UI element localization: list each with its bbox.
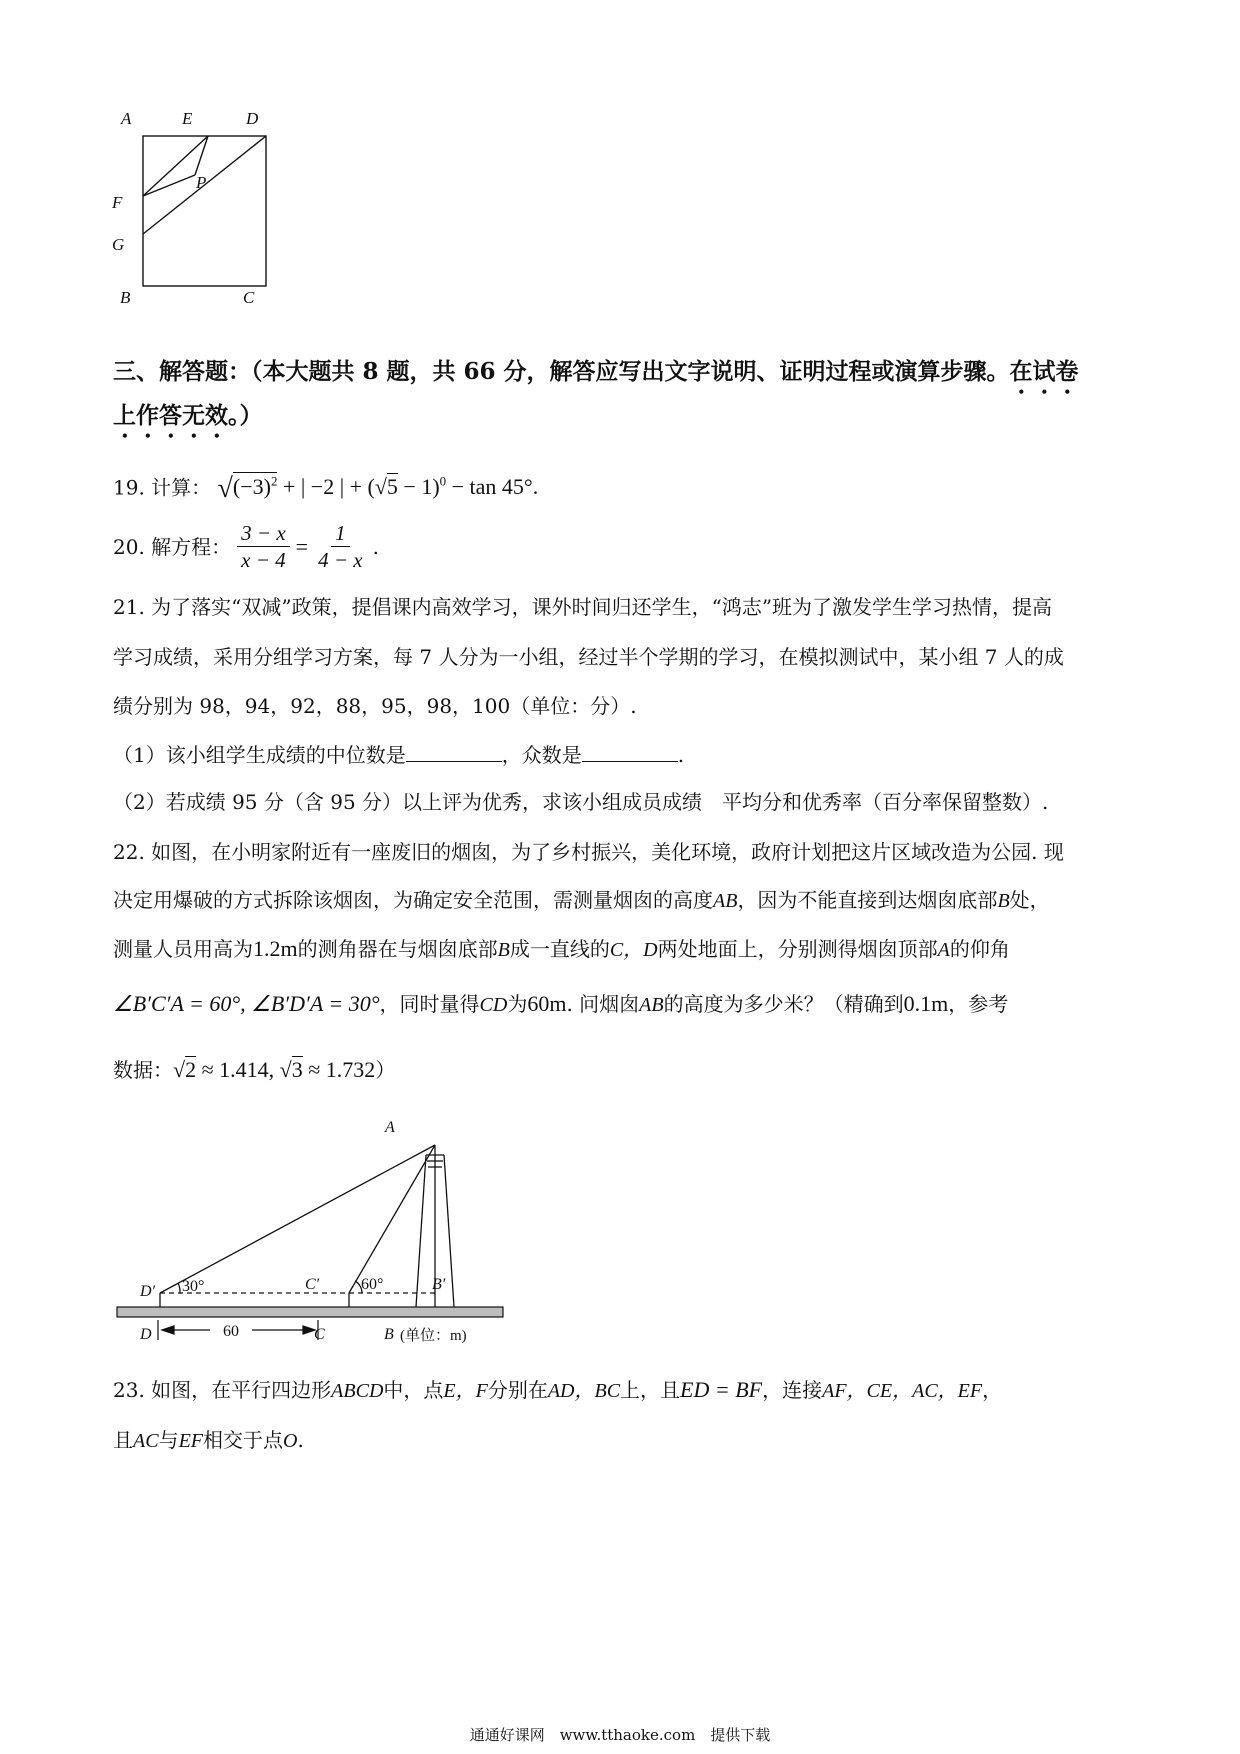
label-c-prime: C′ [305,1276,320,1293]
label-p: P [196,173,207,192]
q22-line2: 决定用爆破的方式拆除该烟囱，为确定安全范围，需测量烟囱的高度AB，因为不能直接到达烟囱底部B处， [113,888,1050,912]
q21-sub1: （1）该小组学生成绩的中位数是 ，众数是 . [113,743,685,767]
ground [117,1307,503,1317]
sight-line-d [160,1145,435,1293]
arrow-left [162,1326,174,1334]
q22-line5: 数据：√2 ≈ 1.414, √3 ≈ 1.732） [113,1057,396,1082]
square-figure-q18 [110,105,300,335]
q22-line3: 测量人员用高为1.2m的测角器在与烟囱底部B成一直线的C，D两处地面上，分别测得烟囱顶部A的仰角 [113,936,1010,961]
q22-line4: ∠B′C′A = 60°, ∠B′D′A = 30°，同时量得CD为60m. 问烟囱AB的高度为多少米？（精确到0.1m，参考 [113,991,1009,1016]
label-b: B [384,1326,394,1343]
q23-line1: 23. 如图，在平行四边形ABCD中，点E，F分别在AD，BC上，且ED = BF，连接AF，CE，AC，EF， [113,1377,1003,1402]
label-b-prime: B′ [432,1276,446,1293]
section-heading-emph1: 在试卷 [1009,358,1079,385]
label-angle-60: 60° [361,1276,384,1293]
q19-expression: $√(-3)^2$ + | −2 | + $(√5 - 1)^0 - \tan 45^\circ$. [217,473,539,505]
q21-line2: 学习成绩，采用分组学习方案，每 7 人分为一小组，经过半个学期的学习，在模拟测试中，某小组 7 人的成 [113,645,1064,669]
median-blank [406,743,502,762]
q21-sub2: （2）若成绩 95 分（含 95 分）以上评为优秀，求该小组成员成绩 平均分和优秀率（百分率保留整数）. [113,790,1049,814]
label-c: C [314,1326,325,1343]
question-19 [113,470,539,505]
q21-line1: 21. 为了落实“双减”政策，提倡课内高效学习，课外时间归还学生，“鸿志”班为了激发学生学习热情，提高 [113,595,1053,619]
label-a: A [385,1119,395,1136]
section-heading-end: 。） [228,402,263,429]
section-heading-text: 三、解答题：（本大题共 8 题，共 66 分，解答应写出文字说明、证明过程或演算步骤。 [113,358,1010,385]
line-fp [143,175,195,196]
label-c: C [243,288,255,307]
chimney-right [444,1155,454,1307]
chimney-left [416,1155,426,1307]
section-heading-line2 [113,396,263,443]
angle-arc-30 [178,1283,180,1293]
q23-line2: 且AC与EF相交于点O. [113,1428,304,1452]
question-20: 20. 解方程： $\frac{3 - x}{x - 4}$ = $\frac{1}{4 - x}$ . [113,521,379,572]
section-heading [113,352,1079,399]
label-b: B [120,288,131,307]
page-footer: 通通好课网 www.tthaoke.com 提供下载 [469,1726,771,1744]
label-d: D [246,109,259,128]
section-heading-emph2: 上作答无效 [113,402,228,429]
square-abcd [143,136,266,286]
q20-lhs-fraction: $\frac{3 - x}{x - 4}$ [237,520,290,573]
label-d-prime: D′ [140,1283,156,1300]
chimney-figure-q22 [110,1115,550,1355]
label-g: G [112,235,125,254]
label-d: D [140,1326,152,1343]
label-f: F [112,193,123,212]
label-distance-60: 60 [223,1323,239,1340]
q20-label: 20. 解方程： [113,534,232,559]
label-unit: (单位：m) [400,1328,467,1344]
q21-line3: 绩分别为 98，94，92，88，95，98，100（单位：分）. [113,694,637,718]
label-e: E [182,109,193,128]
q19-label: 19. 计算： [113,475,212,500]
q20-rhs-fraction: $\frac{1}{4 - x}$ [318,521,363,572]
q22-line1: 22. 如图，在小明家附近有一座废旧的烟囱，为了乡村振兴，美化环境，政府计划把这片区域改造为公园. 现 [113,840,1064,864]
label-angle-30: 30° [182,1278,205,1295]
label-a: A [121,109,132,128]
mode-blank [582,743,678,762]
